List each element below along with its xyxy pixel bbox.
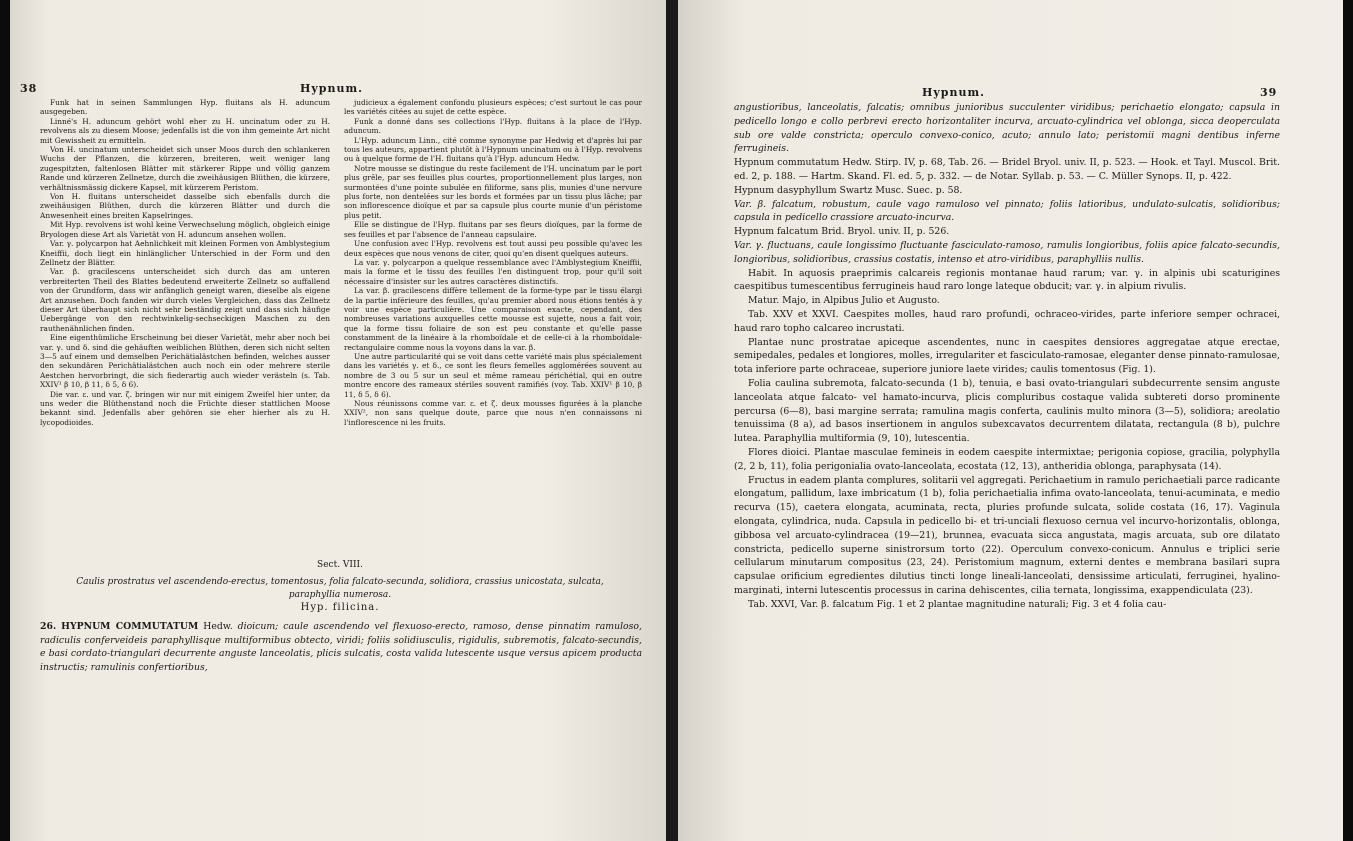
paragraph: judicieux a également confondu plusieurs espèces; c'est surtout le cas pour les variétés citées au sujet de cette espèce.	[344, 98, 642, 117]
paragraph: Var. β. gracilescens unterscheidet sich durch das am unteren verbreiterten Theil des Blattes bedeutend erweiterte Zellnetz so auffallend von der Grundform, dass wir anfänglich geneigt waren, dieselbe als eigene Art anzusehen. Doch fanden wir durch vieles Vergleichen, dass das Zellnetz dieser Art überhaupt sich nicht sehr beständig zeigt und dass sich häufige Uebergänge von den rechtwinkelig-sechseckigen Maschen zu den rauthenähnlichen finden.	[40, 267, 330, 333]
left-running-head: Hypnum.	[300, 82, 363, 95]
maturity: Matur. Majo, in Alpibus Julio et Augusto.	[748, 295, 940, 307]
left-page-number: 38	[20, 82, 38, 95]
subsection-title: Hyp. filicina.	[300, 602, 380, 613]
right-page-number: 39	[1260, 86, 1278, 99]
french-column	[344, 98, 642, 518]
species-author: Hedw.	[203, 621, 233, 632]
description-paragraph: Plantae nunc prostratae apiceque ascendentes, nunc in caespites densiores aggregatae atque erectae, semipedales, pedales et longiores, molles, irregulariter et fasciculato-ramosae, eleganter dense pinnato-ramulosae, tota inferiore parte ochraceae, superiore juniore laete virides; caulis tomentosus (Fig. 1).	[734, 336, 1280, 376]
paragraph: Von H. uncinatum unterscheidet sich unser Moos durch den schlankeren Wuchs der Pflanzen, die kürzeren, breiteren, weit weniger lang zugespitzten, faltenlosen Blätter mit stärkerer Rippe und völlig ganzem Rande und kürzeren Zellnetze, durch die zweihäusigen Blüthen, die kürzere, verhältnissmässig dickere Kapsel, mit kürzerem Peristom.	[40, 145, 330, 192]
right-page	[678, 0, 1343, 841]
species-name: HYPNUM COMMUTATUM	[61, 621, 199, 632]
section-description: Caulis prostratus vel ascendendo-erectus, tomentosus, folia falcato-secunda, solidiora, crassius unicostata, sulcata, paraphyllia numerosa.	[76, 577, 604, 600]
paragraph: La var. γ. polycarpon a quelque ressemblance avec l'Amblystegium Kneiffii, mais la forme et le tissu des feuilles l'en distinguent trop, pour qu'il soit nécessaire d'insister sur les autres caractères distinctifs.	[344, 257, 642, 286]
paragraph: Funk a donné dans ses collections l'Hyp. fluitans à la place de l'Hyp. aduncum.	[344, 116, 642, 136]
synonym: Hypnum falcatum Brid. Bryol. univ. II, p. 526.	[734, 226, 950, 238]
variety: Var. γ. fluctuans, caule longissimo fluctuante fasciculato-ramoso, ramulis longioribus, foliis apice falcato-secundis, longioribus, solidioribus, crassius costatis, intenso et atro-viridibus, paraphylliis nullis.	[734, 239, 1280, 265]
description-paragraph: Tab. XXVI, Var. β. falcatum Fig. 1 et 2 plantae magnitudine naturali; Fig. 3 et 4 folia cau-	[748, 598, 1167, 610]
paragraph: Mit Hyp. revolvens ist wohl keine Verwechselung möglich, obgleich einige Bryologen diese Art als Varietät von H. aduncum ansehen wollen.	[40, 220, 330, 239]
section-title: Sect. VIII.	[317, 560, 363, 570]
paragraph: Die var. ε. und var. ζ. bringen wir nur mit einigem Zweifel hier unter, da uns weder die Blüthenstand noch die Früchte dieser stattlichen Moose bekannt sind. Jedenfalls aber gehören sie eher hierher als zu H. lycopodioides.	[40, 389, 330, 427]
diagnosis-continued: angustioribus, lanceolatis, falcatis; omnibus junioribus succulenter viridibus; perichaetio elongato; capsula in pedicello longo e collo perbrevi erecto horizontaliter incurva, arcuato-cylindrica vel oblonga, sicca deoperculata sub ore valde constricta; operculo convexo-conico, acuto; annulo lato; peristomii magni dentibus inferne ferrugineis.	[734, 102, 1280, 155]
synonym: Hypnum dasyphyllum Swartz Musc. Suec. p. 58.	[734, 184, 963, 196]
paragraph: Funk hat in seinen Sammlungen Hyp. fluitans als H. aduncum ausgegeben.	[40, 98, 330, 117]
paragraph: Une confusion avec l'Hyp. revolvens est tout aussi peu possible qu'avec les deux espèces que nous venons de citer, quoi qu'en disent quelques auteurs.	[344, 239, 642, 258]
synonym: Hypnum commutatum Hedw. Stirp. IV, p. 68, Tab. 26. — Bridel Bryol. univ. II, p. 523. — Hook. et Tayl. Muscol. Brit. ed. 2, p. 188. — Hartm. Skand. Fl. ed. 5, p. 332. — de Notar. Syllab. p. 53. — C. Müller Synops. II, p. 422.	[734, 157, 1280, 182]
paragraph: Eine eigenthümliche Erscheinung bei dieser Varietät, mehr aber noch bei var. γ. und δ. sind die gehäuften weiblichen Blüthen, deren sich nicht selten 3—5 auf einem und demselben Perichätialästchen befinden, welches ausser den sekundären Perichätialästchen auch noch ein oder mehrere sterile Aestchen hervorbringt, die sich fiederartig auch wieder verästeln (s. Tab. XXIV¹ β 10, β 11, δ 5, δ 6).	[40, 333, 330, 390]
species-text	[734, 101, 1280, 671]
paragraph: Nous réunissons comme var. ε. et ζ. deux mousses figurées à la planche XXIV², non sans quelque doute, parce que nous n'en connaissons ni l'inflorescence ni les fruits.	[344, 399, 642, 427]
right-running-head: Hypnum.	[922, 86, 985, 99]
left-page	[10, 0, 675, 841]
paragraph: Var. γ. polycarpon hat Aehnlichkeit mit kleinen Formen von Amblystegium Kneiffii, doch liegt ein hinlänglicher Unterschied in der Form und den Zellnetz der Blätter.	[40, 239, 330, 267]
species-diagnosis: dioicum; caule ascendendo vel flexuoso-erecto, ramoso, dense pinnatim ramuloso, radiculis conferveideis paraphyllisque multiformibus obtecto, viridi; foliis solidiusculis, rigidulis, subremotis, falcato-secundis, e basi cordato-triangulari decurrente anguste lanceolatis, plicis sulcatis, costa valida lutescente usque versus apicem producta instructis; ramulinis confertioribus,	[40, 621, 642, 673]
paragraph: Linné's H. aduncum gehört wohl eher zu H. uncinatum oder zu H. revolvens als zu diesem Moose; jedenfalls ist die von ihm gemeinte Art nicht mit Gewissheit zu ermitteln.	[40, 116, 330, 145]
description-paragraph: Folia caulina subremota, falcato-secunda (1 b), tenuia, e basi ovato-triangulari subdecurrente sensim anguste lanceolata atque falcato- vel hamato-incurva, plicis compluribus costaque valida subtereti dorso prominente percursa (6—8), basi margine serrata; ramulina magis conferta, caulinis multo minora (3—5), solidiora; areolatio tenuissima (8 a), ad basos insertionem in angulos subexcavatos decurrentem dilatata, rectangula (8 b), pulchre lutea. Paraphyllia multiformia (9, 10), lutescentia.	[734, 377, 1280, 445]
habitat: Habit. In aquosis praeprimis calcareis regionis montanae haud rarum; var. γ. in alpinis ubi scaturigines caespitibus tumescentibus ferrugineis haud raro longe lateque obducit; var. γ. in alpium rivulis.	[734, 267, 1280, 293]
paragraph: L'Hyp. aduncum Linn., cité comme synonyme par Hedwig et d'après lui par tous les auteurs, appartient plutôt à l'Hypnum uncinatum ou à l'Hyp. revolvens ou à quelque forme de l'H. fluitans qu'à l'Hyp. aduncum Hedw.	[344, 135, 642, 164]
species-number: 26.	[40, 621, 57, 632]
paragraph: Notre mousse se distingue du reste facilement de l'H. uncinatum par le port plus grêle, par ses feuilles plus courtes, proportionnellement plus larges, non surmontées d'une pointe subulée en filiforme, sans plis, munies d'une nervure plus forte, non dentelées sur les bords et formées par un tissu plus lâche; par son inflorescence dioïque et par sa capsule plus courte munie d'un péristome plus petit.	[344, 163, 642, 220]
paragraph: La var. β. gracilescens diffère tellement de la forme-type par le tissu élargi de la partie inférieure des feuilles, qu'au premier abord nous étions tentés à y voir une espèce particulière. Une comparaison exacte, cependant, des nombreuses variations auxquelles cette mousse est sujette, nous a fait voir, que la forme tissu foliaire de son est peu constante et qu'elle passe constamment de la linéaire à la rhomboïdale et de celle-ci à la rhomboïdale-rectangulaire comme nous la voyons dans la var. β.	[344, 286, 642, 352]
description-paragraph: Fructus in eadem planta complures, solitarii vel aggregati. Perichaetium in ramulo perichaetiali parce radicante elongatum, pallidum, laxe imbricatum (1 b), folia perichaetialia infima ovato-lanceolata, tenui-acuminata, e medio recurva (15), caetera elongata, acuminata, recta, pluries profunde sulcata, solide costata (16, 17). Vaginula elongata, cylindrica, nuda. Capsula in pedicello bi- et tri-unciali flexuoso cernua vel incurvo-horizontalis, oblonga, gibbosa vel arcuato-cylindracea (19—21), brunnea, evacuata sicca angustata, magis arcuata, sub ore dilatato constricta, pedicello superne sinistrorsum torto (22). Operculum convexo-conicum. Annulus e triplici serie cellularum minutarum compositus (23, 24). Peristomium magnum, externi dentes e membrana basilari supra capsulae orificium egredientes dilutius tincti longe lineali-lanceolati, densissime articulati, ferruginei, hyalino-marginati, interni lutescentis processus in carina dehiscentes, cilia ternata, longissima, exappendiculata (23).	[734, 474, 1280, 596]
german-column	[40, 98, 330, 518]
species-entry	[40, 620, 642, 674]
description-paragraph: Flores dioici. Plantae masculae femineis in eodem caespite intermixtae; perigonia copiose, gracilia, polyphylla (2, 2 b, 11), folia perigonialia ovato-lanceolata, ecostata (12, 13), antheridia oblonga, paraphysata (14).	[734, 446, 1280, 472]
paragraph: Une autre particularité qui se voit dans cette variété mais plus spécialement dans les variétés γ. et δ., ce sont les fleurs femelles agglomérées souvent au nombre de 3 ou 5 sur un seul et même rameau périchétial, qui en outre montre encore des rameaux stériles souvent ramifiés (voy. Tab. XXIV¹ β 10, β 11, δ 5, δ 6).	[344, 351, 642, 399]
paragraph: Elle se distingue de l'Hyp. fluitans par ses fleurs dioïques, par la forme de ses feuilles et par l'absence de l'anneau capsulaire.	[344, 220, 642, 239]
variety: Var. β. falcatum, robustum, caule vago ramuloso vel pinnato; foliis latioribus, undulato-sulcatis, solidioribus; capsula in pedicello crassiore arcuato-incurva.	[734, 198, 1280, 224]
description-paragraph: Tab. XXV et XXVI. Caespites molles, haud raro profundi, ochraceo-virides, parte inferiore semper ochracei, haud raro topho calcareo incrustati.	[734, 308, 1280, 334]
paragraph: Von H. fluitans unterscheidet dasselbe sich ebenfalls durch die zweihäusigen Blüthen, durch die kürzeren Blätter und durch die Anwesenheit eines breiten Kapselringes.	[40, 192, 330, 220]
